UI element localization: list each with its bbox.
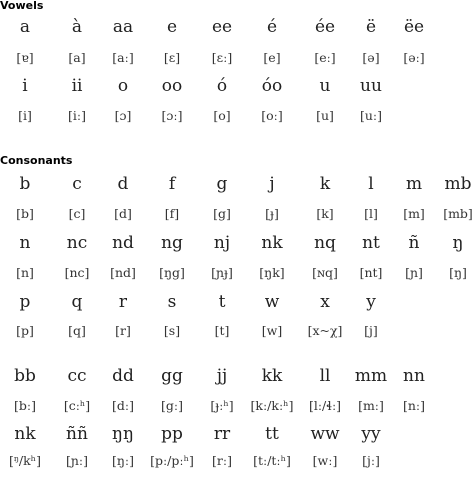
ipa-value: [bː]	[14, 398, 36, 413]
ipa-value: [b]	[16, 206, 34, 221]
consonants-heading: Consonants	[0, 154, 73, 167]
ipa-value: [n]	[16, 265, 34, 280]
letter: f	[168, 174, 176, 194]
ipa-value: [lː/ɬː]	[308, 398, 342, 413]
letter: ée	[314, 17, 336, 37]
consonants-letters-row-3	[0, 292, 474, 316]
letter: a	[19, 17, 31, 37]
ipa-value: [mb]	[443, 206, 473, 221]
letter: nq	[314, 233, 336, 253]
ipa-value: [x~χ]	[307, 323, 343, 338]
ipa-value: [q]	[68, 323, 86, 338]
letter: nc	[66, 233, 88, 253]
consonants-letters-row-4	[0, 366, 474, 390]
ipa-value: [l]	[364, 206, 378, 221]
ipa-value: [cːʰ]	[63, 398, 91, 413]
ipa-value: [ᵑ/kʰ]	[9, 453, 41, 468]
letter: gg	[161, 366, 183, 386]
letter: mm	[354, 366, 388, 386]
letter: ŋŋ	[112, 424, 134, 444]
letter: aa	[112, 17, 134, 37]
letter: nd	[112, 233, 134, 253]
ipa-value: [u]	[316, 108, 334, 123]
ipa-value: [i]	[18, 108, 32, 123]
ipa-value: [nc]	[64, 265, 90, 280]
letter: pp	[161, 424, 183, 444]
ipa-value: [ɲɟ]	[211, 265, 233, 280]
ipa-value: [ɐ]	[16, 50, 34, 65]
consonants-letters-row-5	[0, 424, 474, 448]
ipa-value: [w]	[261, 323, 283, 338]
letter: ll	[319, 366, 331, 386]
ipa-value: [uː]	[359, 108, 382, 123]
vowels-ipa-row-2	[0, 108, 474, 132]
letter: ww	[310, 424, 340, 444]
letter: ng	[161, 233, 183, 253]
consonants-ipa-row-4	[0, 398, 474, 422]
letter: i	[22, 76, 28, 96]
ipa-value: [nt]	[359, 265, 383, 280]
ipa-value: [ŋg]	[159, 265, 185, 280]
vowels-letters-row-2	[0, 76, 474, 100]
ipa-value: [ɟ]	[265, 206, 279, 221]
ipa-value: [p]	[16, 323, 34, 338]
letter: oo	[161, 76, 183, 96]
letter: dd	[112, 366, 134, 386]
ipa-value: [əː]	[403, 50, 425, 65]
ipa-value: [o]	[213, 108, 231, 123]
ipa-value: [a]	[68, 50, 86, 65]
letter: mb	[444, 174, 472, 194]
ipa-value: [ɲː]	[65, 453, 88, 468]
ipa-value: [iː]	[68, 108, 86, 123]
ipa-value: [oː]	[261, 108, 283, 123]
ipa-value: [ɲ]	[405, 265, 423, 280]
ipa-value: [ɴq]	[312, 265, 338, 280]
letter: o	[117, 76, 129, 96]
letter: uu	[360, 76, 382, 96]
consonants-ipa-row-2	[0, 265, 474, 289]
letter: b	[19, 174, 31, 194]
letter: nt	[362, 233, 380, 253]
letter: ó	[216, 76, 228, 96]
ipa-value: [kː/kːʰ]	[250, 398, 294, 413]
consonants-letters-row-1	[0, 174, 474, 198]
letter: j	[269, 174, 275, 194]
ipa-value: [ɟːʰ]	[210, 398, 234, 413]
ipa-value: [e]	[263, 50, 281, 65]
letter: nk	[261, 233, 283, 253]
ipa-value: [f]	[164, 206, 180, 221]
letter: nn	[403, 366, 425, 386]
ipa-value: [m]	[403, 206, 425, 221]
ipa-value: [ɔː]	[161, 108, 183, 123]
ipa-value: [ɛː]	[211, 50, 233, 65]
letter: yy	[361, 424, 381, 444]
ipa-value: [jː]	[362, 453, 380, 468]
ipa-value: [eː]	[314, 50, 336, 65]
letter: bb	[14, 366, 36, 386]
letter: rr	[213, 424, 231, 444]
letter: óo	[261, 76, 283, 96]
ipa-value: [nː]	[402, 398, 425, 413]
ipa-value: [r]	[115, 323, 131, 338]
letter: ë	[365, 17, 377, 37]
letter: e	[166, 17, 178, 37]
letter: d	[117, 174, 129, 194]
ipa-value: [s]	[163, 323, 181, 338]
ipa-value: [ə]	[362, 50, 380, 65]
letter: à	[71, 17, 83, 37]
ipa-value: [ŋ]	[449, 265, 467, 280]
vowels-letters-row-1	[0, 17, 474, 41]
letter: nk	[14, 424, 36, 444]
ipa-value: [rː]	[212, 453, 232, 468]
ipa-value: [c]	[68, 206, 86, 221]
ipa-value: [ɔ]	[114, 108, 132, 123]
letter: ëe	[403, 17, 425, 37]
ipa-value: [d]	[114, 206, 132, 221]
ipa-value: [tː/tːʰ]	[253, 453, 291, 468]
ipa-value: [g]	[213, 206, 231, 221]
consonants-ipa-row-5	[0, 453, 474, 477]
ipa-value: [j]	[364, 323, 378, 338]
vowels-ipa-row-1	[0, 50, 474, 74]
ipa-value: [gː]	[161, 398, 183, 413]
ipa-value: [ŋk]	[259, 265, 285, 280]
letter: s	[167, 292, 177, 312]
ipa-value: [nd]	[110, 265, 136, 280]
ipa-value: [ŋː]	[111, 453, 134, 468]
ipa-value: [ɛ]	[163, 50, 181, 65]
letter: n	[19, 233, 31, 253]
ipa-value: [dː]	[112, 398, 134, 413]
letter: p	[19, 292, 31, 312]
consonants-ipa-row-1	[0, 206, 474, 230]
letter: cc	[67, 366, 87, 386]
letter: c	[72, 174, 82, 194]
ipa-value: [wː]	[312, 453, 338, 468]
letter: tt	[265, 424, 279, 444]
letter: ññ	[66, 424, 88, 444]
letter: ñ	[408, 233, 420, 253]
letter: ŋ	[452, 233, 464, 253]
letter: w	[264, 292, 280, 312]
letter: nj	[213, 233, 231, 253]
letter: m	[405, 174, 423, 194]
consonants-letters-row-2	[0, 233, 474, 257]
letter: ii	[71, 76, 83, 96]
letter: u	[319, 76, 331, 96]
ipa-value: [mː]	[358, 398, 384, 413]
ipa-value: [aː]	[112, 50, 134, 65]
letter: r	[118, 292, 128, 312]
letter: x	[320, 292, 330, 312]
letter: ee	[211, 17, 233, 37]
letter: kk	[261, 366, 283, 386]
letter: jj	[216, 366, 228, 386]
letter: é	[266, 17, 278, 37]
letter: g	[216, 174, 228, 194]
consonants-ipa-row-3	[0, 323, 474, 347]
ipa-value: [pː/pːʰ]	[150, 453, 194, 468]
letter: l	[368, 174, 374, 194]
letter: k	[319, 174, 331, 194]
ipa-value: [k]	[316, 206, 334, 221]
vowels-heading: Vowels	[0, 0, 44, 12]
letter: y	[366, 292, 376, 312]
letter: t	[218, 292, 226, 312]
ipa-value: [t]	[214, 323, 230, 338]
letter: q	[71, 292, 83, 312]
